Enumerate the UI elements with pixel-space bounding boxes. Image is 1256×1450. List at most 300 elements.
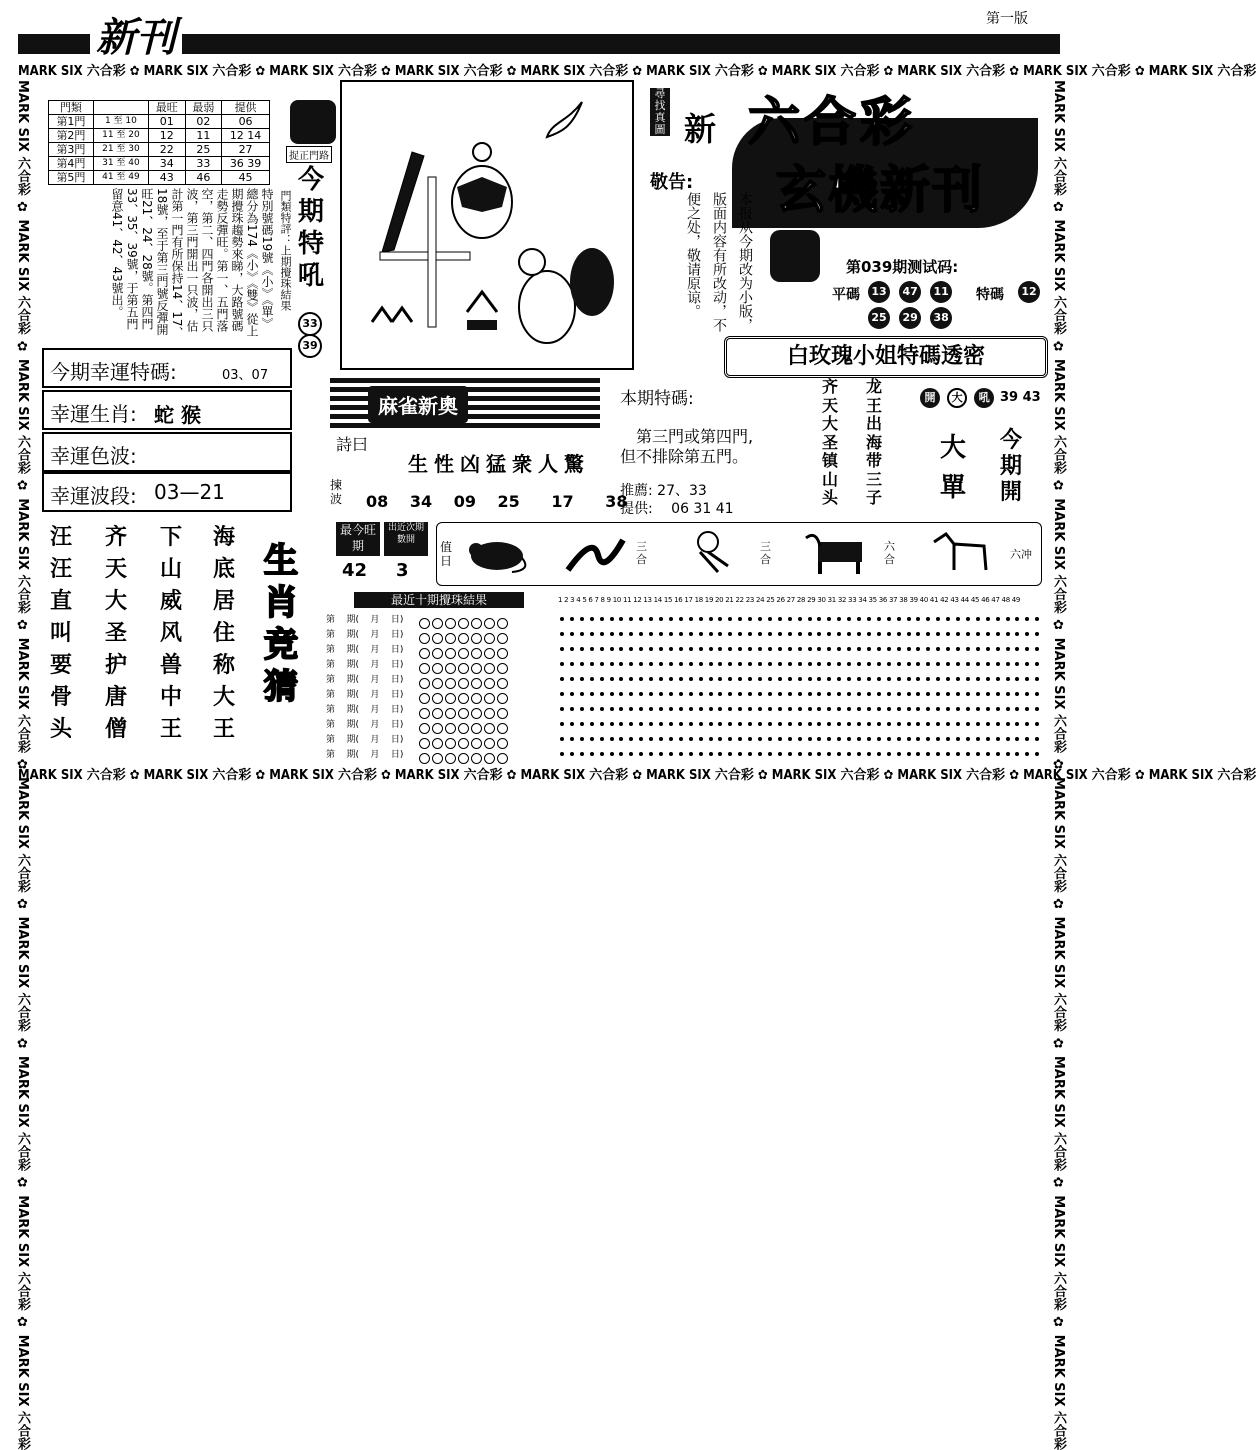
result-grid-dot (788, 692, 792, 696)
result-grid-dot (718, 722, 722, 726)
result-grid-dot (936, 692, 940, 696)
result-grid-dot (610, 692, 614, 696)
result-grid-dot (867, 692, 871, 696)
result-grid-dot (570, 662, 574, 666)
result-grid-dot (758, 662, 762, 666)
result-grid-dot (728, 692, 732, 696)
result-grid-dot (639, 707, 643, 711)
result-grid-dot (877, 752, 881, 756)
headline-line-2: 玄機新刊 (776, 161, 984, 219)
result-grid-dot (590, 752, 594, 756)
result-grid-dot (798, 737, 802, 741)
result-grid-dot (629, 677, 633, 681)
result-grid-dot (619, 752, 623, 756)
results-row (326, 687, 1048, 701)
roar-number-1 (298, 312, 322, 336)
headline-xin: 新 (684, 110, 717, 148)
result-grid-dot (778, 737, 782, 741)
result-grid-dot (808, 632, 812, 636)
result-grid-dot (956, 647, 960, 651)
result-grid-dot (778, 707, 782, 711)
result-grid-dot (709, 737, 713, 741)
result-grid-dot (1035, 662, 1039, 666)
result-grid-dot (907, 632, 911, 636)
zodiac-guess-char: 底 (213, 556, 236, 582)
result-grid-dot (639, 692, 643, 696)
monkey-icon (688, 528, 748, 576)
result-grid-dot (907, 617, 911, 621)
door-cold: 46 (185, 171, 222, 185)
result-grid-dot (936, 617, 940, 621)
recommend-value: 27、33 (657, 483, 707, 499)
result-grid-dot (808, 752, 812, 756)
result-grid-dot (926, 707, 930, 711)
result-grid-dot (649, 617, 653, 621)
result-ball-slot (458, 753, 469, 764)
result-grid-dot (936, 677, 940, 681)
result-grid-dot (847, 752, 851, 756)
result-grid-dot (619, 722, 623, 726)
result-grid-dot (837, 617, 841, 621)
door-hot: 12 (148, 129, 185, 143)
result-grid-dot (619, 647, 623, 651)
result-grid-dot (699, 662, 703, 666)
result-grid-dot (788, 617, 792, 621)
result-grid-dot (689, 632, 693, 636)
zodiac-guess-char: 护 (105, 652, 128, 678)
result-grid-dot (768, 647, 772, 651)
door-provide: 45 (222, 171, 270, 185)
result-grid-dot (600, 752, 604, 756)
result-grid-dot (887, 647, 891, 651)
result-grid-dot (1015, 722, 1019, 726)
result-grid-dot (639, 737, 643, 741)
lucky-zodiac-box (42, 390, 292, 430)
rose-this-period: 今期開 (1000, 428, 1023, 505)
result-grid-dot (679, 677, 683, 681)
notice-text: 本报从今期改为小版，版面内容有所改动，不便之处，敬请原谅。 (685, 192, 753, 332)
result-grid-dot (1025, 752, 1029, 756)
result-grid-dot (1025, 632, 1029, 636)
result-grid-dot (788, 707, 792, 711)
test-codes-plain-label: 平碼 (832, 287, 860, 303)
result-grid-dot (699, 737, 703, 741)
result-grid-dot (986, 752, 990, 756)
result-grid-dot (659, 647, 663, 651)
result-grid-dot (768, 752, 772, 756)
roar-subtitle: 門類特評：上期攪珠結果 (279, 190, 292, 311)
result-grid-dot (570, 722, 574, 726)
result-grid-dot (590, 662, 594, 666)
special-line-2: 但不排除第五門。 (620, 447, 749, 466)
zodiac-guess-char: 汪 (50, 556, 73, 582)
result-grid-dot (956, 692, 960, 696)
door-hot: 01 (148, 115, 185, 129)
rose-poem-col-2 (822, 378, 844, 508)
result-grid-dot (1025, 707, 1029, 711)
door-cold: 02 (185, 115, 222, 129)
result-grid-dot (1025, 617, 1029, 621)
result-grid-dot (837, 722, 841, 726)
lucky-special-value: 03、07 (222, 368, 269, 383)
results-row (326, 612, 1048, 626)
result-grid-dot (659, 722, 663, 726)
result-grid-dot (827, 662, 831, 666)
result-grid-dot (758, 692, 762, 696)
result-grid-dot (619, 632, 623, 636)
result-grid-dot (808, 677, 812, 681)
result-grid-dot (976, 662, 980, 666)
result-grid-dot (996, 752, 1000, 756)
result-grid-dot (857, 677, 861, 681)
results-row-label: 第 期( 月 日) (326, 750, 404, 760)
result-grid-dot (946, 707, 950, 711)
result-grid-dot (778, 662, 782, 666)
result-grid-dot (926, 752, 930, 756)
result-grid-dot (748, 632, 752, 636)
table-row (49, 115, 270, 129)
result-grid-dot (758, 752, 762, 756)
zodiac-tag: 三合 (636, 540, 647, 566)
result-grid-dot (877, 632, 881, 636)
result-grid-dot (768, 737, 772, 741)
result-grid-dot (669, 752, 673, 756)
zodiac-guess-char: 山 (160, 556, 183, 582)
result-grid-dot (887, 617, 891, 621)
result-grid-dot (936, 707, 940, 711)
snake-drawing (558, 530, 628, 576)
result-grid-dot (936, 752, 940, 756)
hot-value-2: 3 (396, 560, 409, 581)
result-grid-dot (956, 722, 960, 726)
result-grid-dot (689, 692, 693, 696)
result-grid-dot (610, 632, 614, 636)
result-grid-dot (768, 617, 772, 621)
poem-banner: 麻雀新奧 (368, 386, 468, 423)
result-grid-dot (897, 737, 901, 741)
result-grid-dot (560, 752, 564, 756)
doors-header-row (49, 101, 270, 115)
ribbon-top: MARK SIX 六合彩 ✿ MARK SIX 六合彩 ✿ MARK SIX 六合彩 ✿ MARK SIX 六合彩 ✿ MARK SIX 六合彩 ✿ MARK SIX 六合彩 ✿ MARK SIX 六合彩 ✿ MARK SIX 六合彩 ✿ MARK SIX 六合彩 ✿ MARK SIX 六合彩 (18, 64, 1256, 79)
result-ball-slot (445, 753, 456, 764)
lucky-zodiac-value: 蛇 猴 (154, 403, 201, 427)
poem-number: 17 (551, 492, 574, 511)
result-grid-dot (570, 632, 574, 636)
ribbon-left: MARK SIX 六合彩 ✿ MARK SIX 六合彩 ✿ MARK SIX 六合彩 ✿ MARK SIX 六合彩 ✿ MARK SIX 六合彩 ✿ MARK SIX 六合彩 ✿ MARK SIX 六合彩 ✿ MARK SIX 六合彩 ✿ MARK SIX 六合彩 ✿ MARK SIX 六合彩 (15, 80, 30, 1450)
result-grid-dot (738, 707, 742, 711)
result-grid-dot (996, 662, 1000, 666)
result-grid-dot (837, 647, 841, 651)
result-grid-dot (1035, 737, 1039, 741)
result-ball-slot (484, 753, 495, 764)
result-grid-dot (649, 677, 653, 681)
result-grid-dot (837, 737, 841, 741)
result-grid-dot (817, 617, 821, 621)
result-grid-dot (956, 752, 960, 756)
result-grid-dot (689, 617, 693, 621)
rose-open (918, 386, 996, 408)
result-grid-dot (718, 632, 722, 636)
result-grid-dot (907, 692, 911, 696)
result-grid-dot (887, 632, 891, 636)
result-grid-dot (580, 722, 584, 726)
result-grid-dot (709, 692, 713, 696)
result-grid-dot (907, 677, 911, 681)
result-grid-dot (986, 707, 990, 711)
result-grid-dot (847, 737, 851, 741)
result-grid-dot (639, 662, 643, 666)
result-grid-dot (758, 647, 762, 651)
results-row (326, 702, 1048, 716)
result-grid-dot (946, 737, 950, 741)
result-grid-dot (798, 662, 802, 666)
result-grid-dot (758, 737, 762, 741)
result-grid-dot (709, 662, 713, 666)
result-grid-dot (808, 647, 812, 651)
result-grid-dot (897, 722, 901, 726)
result-grid-dot (916, 662, 920, 666)
result-grid-dot (877, 647, 881, 651)
lucky-zodiac-label: 幸運生肖: (50, 402, 137, 426)
result-grid-dot (560, 647, 564, 651)
result-grid-dot (709, 632, 713, 636)
hot-label-1: 最今旺期 (336, 522, 380, 556)
edition-label: 第一版 (986, 11, 1028, 27)
result-grid-dot (837, 662, 841, 666)
result-grid-dot (699, 617, 703, 621)
result-grid-dot (728, 722, 732, 726)
monkey-drawing (688, 528, 748, 576)
result-grid-dot (897, 662, 901, 666)
result-grid-dot (768, 707, 772, 711)
door-name: 第2門 (49, 129, 94, 143)
lucky-special-box (42, 348, 292, 388)
door-range: 41 至 49 (93, 171, 148, 185)
result-grid-dot (1006, 662, 1010, 666)
result-grid-dot (857, 617, 861, 621)
result-grid-dot (669, 737, 673, 741)
provide-value: 06 31 41 (671, 501, 734, 517)
headline-line-1: 六合彩 (748, 93, 917, 153)
horse-icon (924, 528, 1000, 576)
zodiac-guess-char: 住 (213, 620, 236, 646)
poem-number: 25 (497, 492, 520, 511)
result-grid-dot (827, 752, 831, 756)
results-row-label: 第 期( 月 日) (326, 735, 404, 745)
result-grid-dot (580, 647, 584, 651)
result-grid-dot (1015, 617, 1019, 621)
rose-poem-char: 山 (822, 469, 839, 489)
roar-number-2 (298, 334, 322, 358)
result-grid-dot (946, 617, 950, 621)
result-grid-dot (1006, 752, 1010, 756)
doors-header: 最旺 (148, 101, 185, 115)
result-grid-dot (847, 692, 851, 696)
special-line-1: 第三門或第四門, (636, 427, 754, 446)
rose-poem-char: 头 (822, 488, 839, 507)
result-grid-dot (718, 662, 722, 666)
result-grid-dot (659, 662, 663, 666)
result-grid-dot (897, 617, 901, 621)
result-grid-dot (590, 707, 594, 711)
result-grid-dot (580, 707, 584, 711)
result-grid-dot (897, 752, 901, 756)
result-grid-dot (847, 632, 851, 636)
result-grid-dot (907, 722, 911, 726)
result-grid-dot (580, 617, 584, 621)
result-grid-dot (817, 677, 821, 681)
test-code-ball: 38 (930, 307, 952, 329)
result-ball-slot (497, 753, 508, 764)
result-grid-dot (926, 677, 930, 681)
result-grid-dot (748, 692, 752, 696)
result-grid-dot (590, 692, 594, 696)
result-grid-dot (827, 647, 831, 651)
result-grid-dot (629, 647, 633, 651)
result-grid-dot (709, 647, 713, 651)
result-grid-dot (926, 662, 930, 666)
zodiac-guess-char: 叫 (50, 620, 73, 646)
result-grid-dot (827, 707, 831, 711)
horse-drawing (924, 528, 1000, 576)
special-recommend (620, 480, 707, 500)
rose-poem-char: 天 (822, 395, 839, 415)
result-grid-dot (976, 617, 980, 621)
result-grid-dot (669, 617, 673, 621)
snake-icon (558, 530, 628, 576)
result-grid-dot (778, 722, 782, 726)
result-grid-dot (600, 737, 604, 741)
result-grid-dot (629, 617, 633, 621)
result-grid-dot (966, 692, 970, 696)
result-grid-dot (738, 617, 742, 621)
result-grid-dot (798, 707, 802, 711)
result-grid-dot (699, 647, 703, 651)
result-grid-dot (798, 692, 802, 696)
rose-poem-char: 龙 (866, 377, 883, 396)
result-grid-dot (629, 722, 633, 726)
result-grid-dot (778, 677, 782, 681)
result-grid-dot (946, 662, 950, 666)
lucky-color-box (42, 432, 292, 472)
result-grid-dot (966, 632, 970, 636)
zodiac-guess-col (213, 520, 253, 744)
result-grid-dot (867, 677, 871, 681)
result-grid-dot (679, 617, 683, 621)
result-grid-dot (916, 647, 920, 651)
result-grid-dot (847, 707, 851, 711)
result-grid-dot (926, 722, 930, 726)
result-grid-dot (857, 737, 861, 741)
result-grid-dot (679, 692, 683, 696)
door-cold: 11 (185, 129, 222, 143)
result-grid-dot (718, 647, 722, 651)
result-grid-dot (590, 722, 594, 726)
result-grid-dot (887, 722, 891, 726)
result-grid-dot (798, 677, 802, 681)
zodiac-guess-char: 居 (213, 588, 236, 614)
result-grid-dot (768, 677, 772, 681)
lucky-range-label: 幸運波段: (50, 484, 137, 508)
poem-number: 34 (409, 492, 433, 511)
result-grid-dot (877, 692, 881, 696)
result-grid-dot (619, 692, 623, 696)
result-grid-dot (857, 692, 861, 696)
result-grid-dot (1015, 737, 1019, 741)
result-grid-dot (718, 752, 722, 756)
zodiac-guess-char: 头 (50, 716, 73, 742)
analysis-text: 特別號碼19號《小》《單》總分為174《小》《雙》從上期攪珠趨勢來睇，大路號碼走勢反彈旺。第一、五門落空，第二、四門各開出三只波，第三門開出一只波，估計第一門有所保持14、17、18號，至于第三門號反彈開旺21、24、28號。第四門33、35、39號，于第五門留意41、42、43號出。 (110, 188, 274, 339)
result-grid-dot (887, 692, 891, 696)
result-grid-dot (887, 677, 891, 681)
table-row (49, 143, 270, 157)
result-grid-dot (679, 632, 683, 636)
result-grid-dot (907, 647, 911, 651)
result-grid-dot (916, 707, 920, 711)
zodiac-guess-char: 唐 (105, 684, 128, 710)
door-range: 21 至 30 (93, 143, 148, 157)
test-codes-special (1016, 280, 1042, 303)
result-ball-slot (471, 753, 482, 764)
results-row-label: 第 期( 月 日) (326, 705, 404, 715)
result-grid-dot (827, 722, 831, 726)
result-grid-dot (659, 752, 663, 756)
roar-badge-icon (290, 100, 336, 144)
result-grid-dot (817, 692, 821, 696)
result-grid-dot (649, 647, 653, 651)
result-grid-dot (728, 677, 732, 681)
result-grid-dot (1006, 722, 1010, 726)
result-grid-dot (936, 737, 940, 741)
zodiac-guess-char: 直 (50, 588, 73, 614)
result-ball-slot (419, 753, 430, 764)
result-grid-dot (827, 632, 831, 636)
result-grid-dot (798, 632, 802, 636)
result-grid-dot (976, 752, 980, 756)
result-grid-dot (946, 632, 950, 636)
result-grid-dot (996, 617, 1000, 621)
result-grid-dot (986, 647, 990, 651)
result-grid-dot (798, 752, 802, 756)
result-grid-dot (1006, 647, 1010, 651)
hot-count-box (336, 522, 432, 582)
result-grid-dot (936, 647, 940, 651)
lucky-range-value: 03—21 (154, 480, 225, 504)
zodiac-guess-char: 下 (160, 524, 183, 550)
rose-open-numbers: 39 43 (1000, 390, 1041, 405)
ox-icon (798, 528, 878, 576)
result-grid-dot (867, 752, 871, 756)
result-grid-dot (916, 677, 920, 681)
result-grid-dot (887, 737, 891, 741)
result-grid-dot (966, 752, 970, 756)
door-cold: 25 (185, 143, 222, 157)
zodiac-guess-char: 称 (213, 652, 236, 678)
result-grid-dot (1006, 677, 1010, 681)
result-grid-dot (659, 737, 663, 741)
result-grid-dot (649, 752, 653, 756)
zodiac-guess-char: 兽 (160, 652, 183, 678)
zodiac-guess-col (105, 520, 145, 744)
result-grid-dot (798, 647, 802, 651)
result-grid-dot (619, 662, 623, 666)
result-grid-dot (669, 707, 673, 711)
result-grid-dot (728, 737, 732, 741)
result-grid-dot (986, 662, 990, 666)
result-grid-dot (857, 707, 861, 711)
result-grid-dot (610, 647, 614, 651)
result-grid-dot (847, 617, 851, 621)
